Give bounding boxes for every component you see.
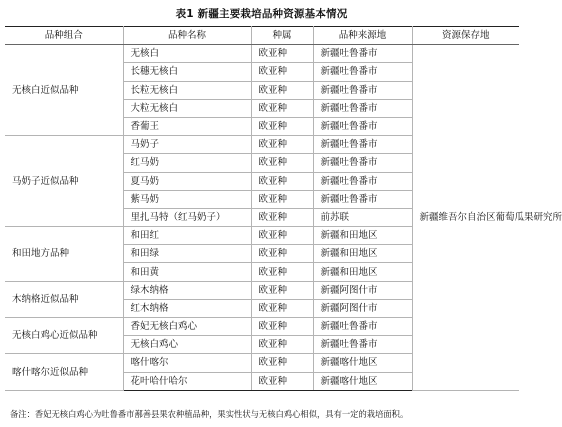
species-cell: 欧亚种 [251,154,313,172]
species-cell: 欧亚种 [251,299,313,317]
header-species: 种属 [251,27,313,45]
origin-cell: 新疆吐鲁番市 [313,318,412,336]
origin-cell: 前苏联 [313,208,412,226]
variety-cell: 红木纳格 [123,299,251,317]
species-cell: 欧亚种 [251,263,313,281]
header-origin: 品种来源地 [313,27,412,45]
origin-cell: 新疆和田地区 [313,263,412,281]
species-cell: 欧亚种 [251,190,313,208]
header-row [5,27,519,45]
species-cell: 欧亚种 [251,99,313,117]
variety-cell: 马奶子 [123,136,251,154]
variety-cell: 香妃无核白鸡心 [123,318,251,336]
origin-cell: 新疆阿图什市 [313,299,412,317]
table-body [5,45,562,391]
variety-cell: 无核白 [123,45,251,63]
species-cell: 欧亚种 [251,208,313,226]
variety-cell: 和田红 [123,227,251,245]
origin-cell: 新疆喀什地区 [313,354,412,372]
origin-cell: 新疆和田地区 [313,227,412,245]
preservation-location-cell: 新疆维吾尔自治区葡萄瓜果研究所 [412,45,519,391]
origin-cell: 新疆和田地区 [313,245,412,263]
group-name-cell: 马奶子近似品种 [5,136,123,227]
variety-cell: 长粒无核白 [123,81,251,99]
header-group: 品种组合 [5,27,123,45]
header-location: 资源保存地 [412,27,519,45]
variety-cell: 长穗无核白 [123,63,251,81]
species-cell: 欧亚种 [251,318,313,336]
species-cell: 欧亚种 [251,227,313,245]
variety-cell: 夏马奶 [123,172,251,190]
species-cell: 欧亚种 [251,136,313,154]
variety-cell: 大粒无核白 [123,99,251,117]
species-cell: 欧亚种 [251,336,313,354]
species-cell: 欧亚种 [251,81,313,99]
variety-cell: 香葡王 [123,117,251,135]
variety-cell: 喀什喀尔 [123,354,251,372]
origin-cell: 新疆吐鲁番市 [313,190,412,208]
origin-cell: 新疆喀什地区 [313,372,412,390]
table-note: 备注：香妃无核白鸡心为吐鲁番市鄯善县果农种植品种，果实性状与无核白鸡心相似，具有一定的栽培面积。 [10,409,409,419]
variety-cell: 和田绿 [123,245,251,263]
origin-cell: 新疆吐鲁番市 [313,154,412,172]
variety-cell: 里扎马特（红马奶子） [123,208,251,226]
group-name-cell: 和田地方品种 [5,227,123,282]
group-name-cell: 无核白近似品种 [5,45,123,136]
table-title: 表1 新疆主要栽培品种资源基本情况 [175,8,348,20]
table-row [5,45,519,63]
group-name-cell: 喀什喀尔近似品种 [5,354,123,390]
species-cell: 欧亚种 [251,63,313,81]
origin-cell: 新疆吐鲁番市 [313,117,412,135]
species-cell: 欧亚种 [251,281,313,299]
group-name-cell: 木纳格近似品种 [5,281,123,317]
origin-cell: 新疆吐鲁番市 [313,172,412,190]
variety-resource-table [5,26,562,391]
species-cell: 欧亚种 [251,372,313,390]
variety-cell: 花叶哈什哈尔 [123,372,251,390]
variety-cell: 无核白鸡心 [123,336,251,354]
origin-cell: 新疆吐鲁番市 [313,81,412,99]
species-cell: 欧亚种 [251,45,313,63]
variety-cell: 红马奶 [123,154,251,172]
origin-cell: 新疆吐鲁番市 [313,336,412,354]
variety-cell: 和田黄 [123,263,251,281]
species-cell: 欧亚种 [251,354,313,372]
origin-cell: 新疆吐鲁番市 [313,63,412,81]
origin-cell: 新疆吐鲁番市 [313,99,412,117]
origin-cell: 新疆阿图什市 [313,281,412,299]
origin-cell: 新疆吐鲁番市 [313,45,412,63]
variety-cell: 紫马奶 [123,190,251,208]
species-cell: 欧亚种 [251,245,313,263]
group-name-cell: 无核白鸡心近似品种 [5,318,123,354]
header-variety: 品种名称 [123,27,251,45]
variety-cell: 绿木纳格 [123,281,251,299]
species-cell: 欧亚种 [251,172,313,190]
origin-cell: 新疆吐鲁番市 [313,136,412,154]
species-cell: 欧亚种 [251,117,313,135]
